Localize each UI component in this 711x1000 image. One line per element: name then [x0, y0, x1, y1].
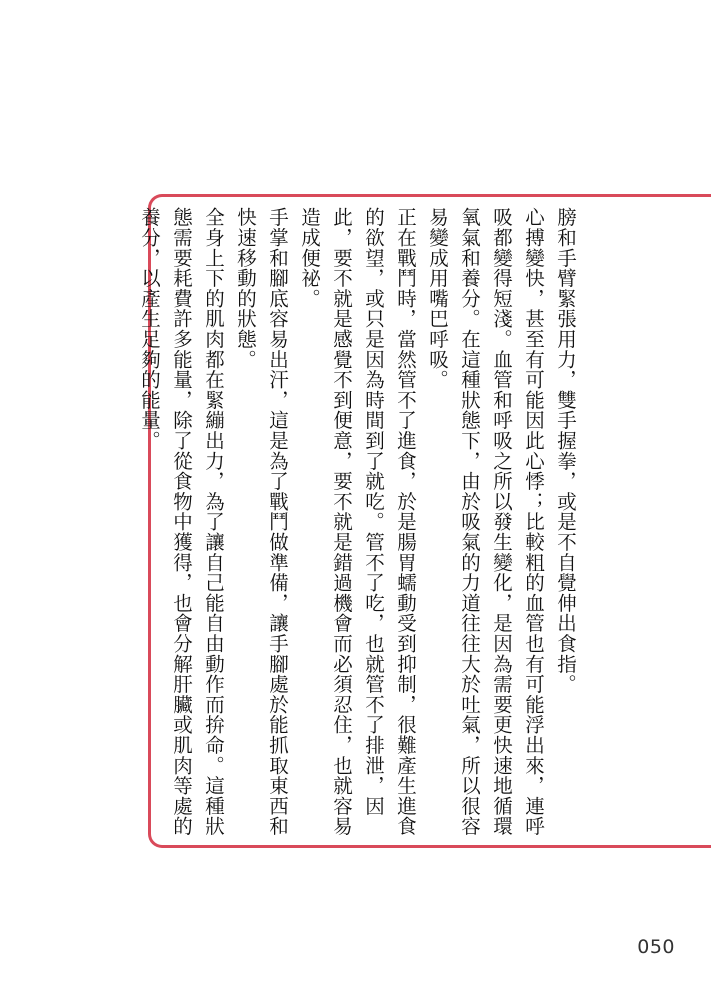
paragraph: 全身上下的肌肉都在緊繃出力，為了讓自己能自由動作而拚命。這種狀態需要耗費許多能量，除了從食物中獲得，也會分解肝臟或肌肉等處的養分，以產生足夠的能量。 [138, 207, 225, 837]
vertical-body-text [138, 207, 581, 837]
paragraph: 手掌和腳底容易出汗，這是為了戰鬥做準備，讓手腳處於能抓取東西和快速移動的狀態。 [234, 207, 289, 837]
paragraph: 膀和手臂緊張用力，雙手握拳，或是不自覺伸出食指。 [554, 207, 577, 695]
paragraph: 正在戰鬥時，當然管不了進食，於是腸胃蠕動受到抑制，很難產生進食的欲望，或只是因為時間到了就吃。管不了吃，也就管不了排泄，因此，要不就是感覺不到便意，要不就是錯過機會而必須忍住，也就容易造成便祕。 [298, 207, 417, 837]
paragraph: 心搏變快，甚至有可能因此心悸；比較粗的血管也有可能浮出來，連呼吸都變得短淺。血管和呼吸之所以發生變化，是因為需要更快速地循環氧氣和養分。在這種狀態下，由於吸氣的力道往往大於吐氣，所以很容易變成用嘴巴呼吸。 [426, 207, 545, 837]
text-frame [138, 194, 711, 848]
page-number: 050 [637, 936, 675, 958]
